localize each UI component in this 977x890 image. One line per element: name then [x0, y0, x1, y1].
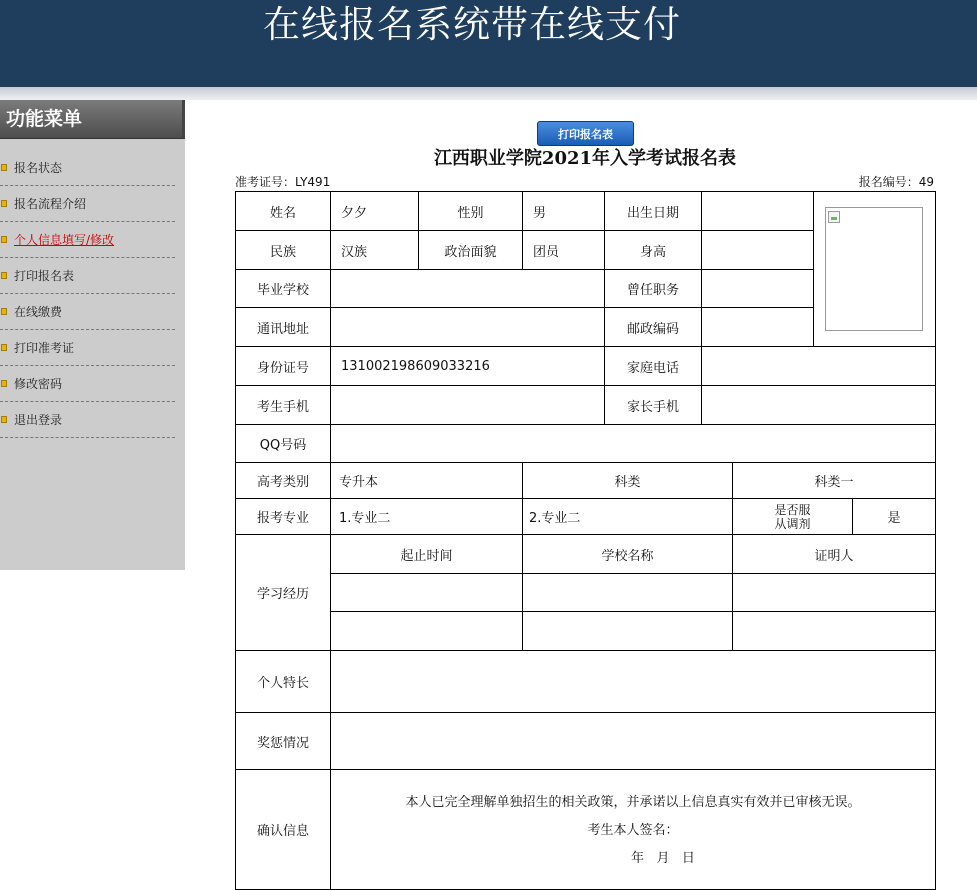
label-home-phone: 家庭电话: [605, 347, 702, 386]
label-adjust: [733, 499, 853, 535]
banner-title: 在线报名系统带在线支付: [263, 3, 681, 46]
print-form-button[interactable]: 打印报名表: [537, 121, 634, 146]
photo-cell: [814, 192, 936, 347]
label-height: 身高: [605, 231, 702, 270]
label-adjust-line1: 是否服: [774, 502, 811, 517]
sidebar-item-change-password[interactable]: [0, 366, 175, 402]
header-school-name: 学校名称: [523, 535, 733, 574]
confirm-cell: [331, 770, 936, 890]
sidebar-item-label[interactable]: 打印报名表: [14, 269, 75, 283]
sidebar-item-logout[interactable]: [0, 402, 175, 438]
value-political: 团员: [523, 231, 605, 270]
value-home-phone: [702, 347, 936, 386]
banner-divider: [0, 87, 977, 100]
education-cell: [733, 574, 936, 612]
sidebar-item-status[interactable]: [0, 150, 175, 186]
education-cell: [523, 612, 733, 651]
sidebar-item-label[interactable]: 打印准考证: [14, 341, 75, 355]
value-subject-type: 科类一: [733, 463, 936, 499]
label-gender: 性别: [419, 192, 523, 231]
bullet-icon: [1, 164, 7, 171]
label-ethnicity: 民族: [236, 231, 331, 270]
header-witness: [733, 535, 936, 574]
education-cell: [523, 574, 733, 612]
value-mobile: [331, 386, 605, 425]
photo: [825, 207, 923, 331]
bullet-icon: [1, 344, 7, 351]
registration-table-lower: [235, 462, 936, 890]
sidebar-item-print-form[interactable]: [0, 258, 175, 294]
value-exam-type: 专升本: [331, 463, 523, 499]
confirm-statement: 本人已完全理解单独招生的相关政策，并承诺以上信息真实有效并已审核无误。: [405, 795, 861, 810]
registration-number: 报名编号：49: [858, 175, 934, 189]
label-name: 姓名: [236, 192, 331, 231]
value-parent-mobile: [702, 386, 936, 425]
signature-label: 考生本人签名：: [587, 823, 679, 838]
label-confirm: 确认信息: [236, 770, 331, 890]
value-specialty: [331, 651, 936, 713]
form-title: 江西职业学院2021年入学考试报名表: [433, 148, 737, 169]
sidebar: [0, 100, 185, 570]
value-gender: 男: [523, 192, 605, 231]
exam-number: 准考证号：LY491: [235, 175, 331, 189]
label-specialty: 个人特长: [236, 651, 331, 713]
label-school: 毕业学校: [236, 270, 331, 308]
label-political: 政治面貌: [419, 231, 523, 270]
education-cell: [331, 574, 523, 612]
sidebar-title: 功能菜单: [0, 100, 185, 139]
header-period: 起止时间: [331, 535, 523, 574]
value-adjust: 是: [853, 499, 936, 535]
sidebar-item-label[interactable]: 修改密码: [14, 377, 63, 391]
value-address: [331, 308, 605, 347]
sidebar-item-print-ticket[interactable]: [0, 330, 175, 366]
bullet-icon: [1, 416, 7, 423]
bullet-icon: [1, 308, 7, 315]
header-banner: [0, 0, 977, 87]
sidebar-item-label[interactable]: 在线缴费: [14, 305, 63, 319]
label-major: 报考专业: [236, 499, 331, 535]
value-rewards: [331, 713, 936, 770]
value-height: [702, 231, 814, 270]
label-exam-type: 高考类别: [236, 463, 331, 499]
label-rewards: 奖惩情况: [236, 713, 331, 770]
registration-table-upper: [235, 191, 936, 463]
label-adjust-line2: 从调剂: [774, 516, 811, 531]
value-major-1: 1.专业二: [331, 499, 523, 535]
value-ethnicity: 汉族: [331, 231, 419, 270]
broken-image-icon: [828, 211, 840, 223]
label-subject-type: 科类: [523, 463, 733, 499]
value-former-post: [702, 270, 814, 308]
date-label: 年 月 日: [631, 851, 695, 866]
label-address: 通讯地址: [236, 308, 331, 347]
bullet-icon: [1, 200, 7, 207]
label-education: 学习经历: [236, 535, 331, 651]
sidebar-menu: [0, 150, 185, 438]
label-mobile: 考生手机: [236, 386, 331, 425]
value-id-number: 131002198609033216: [331, 347, 605, 386]
bullet-icon: [1, 236, 7, 243]
education-cell: [733, 612, 936, 651]
sidebar-item-payment[interactable]: [0, 294, 175, 330]
sidebar-item-process[interactable]: [0, 186, 175, 222]
value-qq: [331, 425, 936, 463]
value-major-2: 2.专业二: [523, 499, 733, 535]
value-school: [331, 270, 605, 308]
label-postcode: 邮政编码: [605, 308, 702, 347]
value-postcode: [702, 308, 814, 347]
sidebar-item-label[interactable]: 退出登录: [14, 413, 63, 427]
education-cell: [331, 612, 523, 651]
label-parent-mobile: 家长手机: [605, 386, 702, 425]
sidebar-item-label[interactable]: 报名状态: [14, 161, 63, 175]
value-birth: [702, 192, 814, 231]
label-birth: 出生日期: [605, 192, 702, 231]
label-id-number: 身份证号: [236, 347, 331, 386]
bullet-icon: [1, 272, 7, 279]
bullet-icon: [1, 380, 7, 387]
label-former-post: 曾任职务: [605, 270, 702, 308]
header-witness-label: 证明人: [814, 548, 854, 564]
sidebar-item-label[interactable]: 个人信息填写/修改: [14, 233, 115, 247]
value-name: 夕夕: [331, 192, 419, 231]
sidebar-item-label[interactable]: 报名流程介绍: [14, 197, 87, 211]
sidebar-item-personal-info[interactable]: [0, 222, 175, 258]
label-qq: QQ号码: [236, 425, 331, 463]
